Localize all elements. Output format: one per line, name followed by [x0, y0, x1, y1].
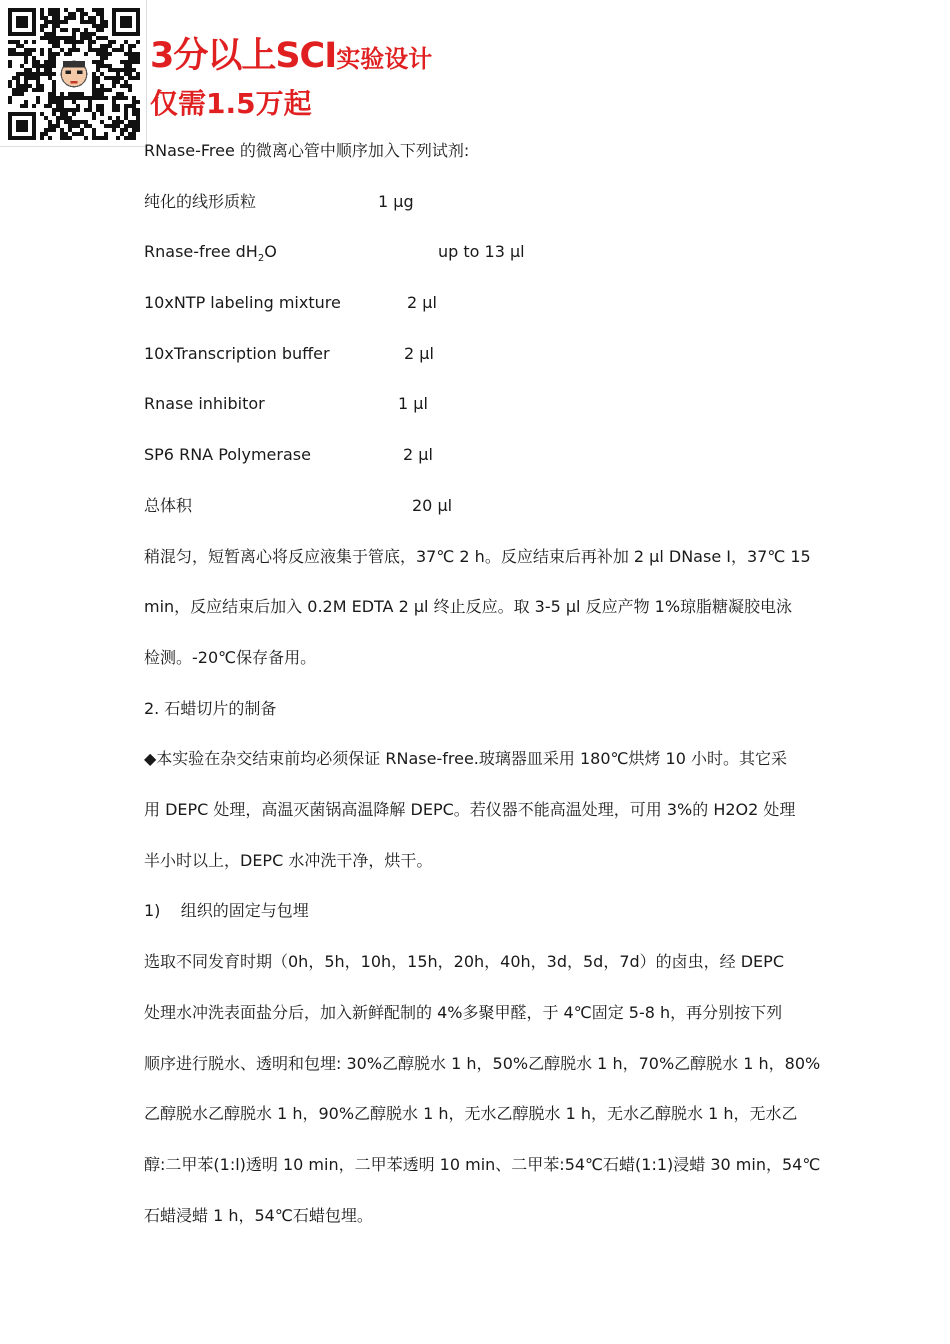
note-line: 半小时以上，DEPC 水冲洗干净，烘干。	[144, 850, 433, 870]
reagent-name: 总体积	[144, 495, 193, 515]
reagent-row	[144, 227, 814, 278]
reagent-row	[144, 379, 814, 430]
fixation-line: 石蜡浸蜡 1 h，54℃石蜡包埋。	[144, 1205, 373, 1225]
reagent-amount: 2 μl	[403, 445, 433, 465]
note-line: 用 DEPC 处理，高温灭菌锅高温降解 DEPC。若仪器不能高温处理，可用 3%的 H2O2 处理	[144, 800, 796, 820]
promo-banner	[0, 0, 147, 147]
intro-text: RNase-Free 的微离心管中顺序加入下列试剂:	[144, 141, 470, 160]
reagent-name: 纯化的线形质粒	[144, 191, 257, 211]
reagent-amount: 20 μl	[412, 495, 453, 515]
reagent-row	[144, 430, 814, 481]
reagent-amount: 1 μg	[378, 191, 414, 211]
promo-price: 仅需1.5万起	[150, 87, 312, 120]
mix-line: min，反应结束后加入 0.2M EDTA 2 μl 终止反应。取 3-5 μl 反应产物 1%琼脂糖凝胶电泳	[144, 597, 793, 617]
reagent-name: SP6 RNA Polymerase	[144, 445, 311, 465]
reagent-amount: 1 μl	[398, 394, 428, 414]
fixation-line: 选取不同发育时期（0h，5h，10h，15h，20h，40h，3d，5d，7d）的卤虫，经 DEPC	[144, 952, 784, 972]
reagent-row	[144, 278, 814, 329]
reagent-amount: 2 μl	[407, 293, 437, 313]
promo-headline-big: 3分以上SCI	[150, 36, 337, 76]
reagent-name: 10xNTP labeling mixture	[144, 293, 341, 313]
fixation-line: 顺序进行脱水、透明和包埋: 30%乙醇脱水 1 h，50%乙醇脱水 1 h，70%乙醇脱水 1 h，80%	[144, 1053, 821, 1073]
fixation-line: 醇:二甲苯(1:l)透明 10 min，二甲苯透明 10 min、二甲苯:54℃石蜡(1:1)浸蜡 30 min，54℃	[144, 1154, 821, 1174]
document-body	[144, 126, 821, 1241]
reagent-name: Rnase-free $dH_2O$	[144, 242, 277, 265]
reagent-row	[144, 481, 814, 532]
reagent-name: Rnase inhibitor	[144, 394, 265, 414]
reagent-row	[144, 329, 814, 380]
reagent-row	[144, 177, 814, 228]
fixation-line: 处理水冲洗表面盐分后，加入新鲜配制的 4%多聚甲醛，于 4℃固定 5-8 h，再分别按下列	[144, 1002, 783, 1022]
fixation-line: 乙醇脱水乙醇脱水 1 h，90%乙醇脱水 1 h，无水乙醇脱水 1 h，无水乙醇脱水 1 h，无水乙	[144, 1104, 798, 1124]
subsection-heading: 1) 组织的固定与包埋	[144, 901, 309, 921]
note-line: ◆本实验在杂交结束前均必须保证 RNase-free.玻璃器皿采用 180℃烘烤 10 小时。其它采	[144, 749, 787, 769]
reagent-amount: 2 μl	[404, 343, 434, 363]
mix-line: 稍混匀，短暂离心将反应液集于管底，37℃ 2 h。反应结束后再补加 2 μl DNase I，37℃ 15	[144, 546, 811, 566]
section-heading: 2. 石蜡切片的制备	[144, 698, 277, 718]
promo-headline	[150, 28, 432, 78]
mix-line: 检测。-20℃保存备用。	[144, 647, 317, 667]
reagent-name: 10xTranscription buffer	[144, 343, 330, 363]
qr-code-icon	[8, 8, 140, 140]
promo-headline-small: 实验设计	[336, 45, 433, 73]
reagent-amount: up to 13 μl	[438, 242, 525, 262]
